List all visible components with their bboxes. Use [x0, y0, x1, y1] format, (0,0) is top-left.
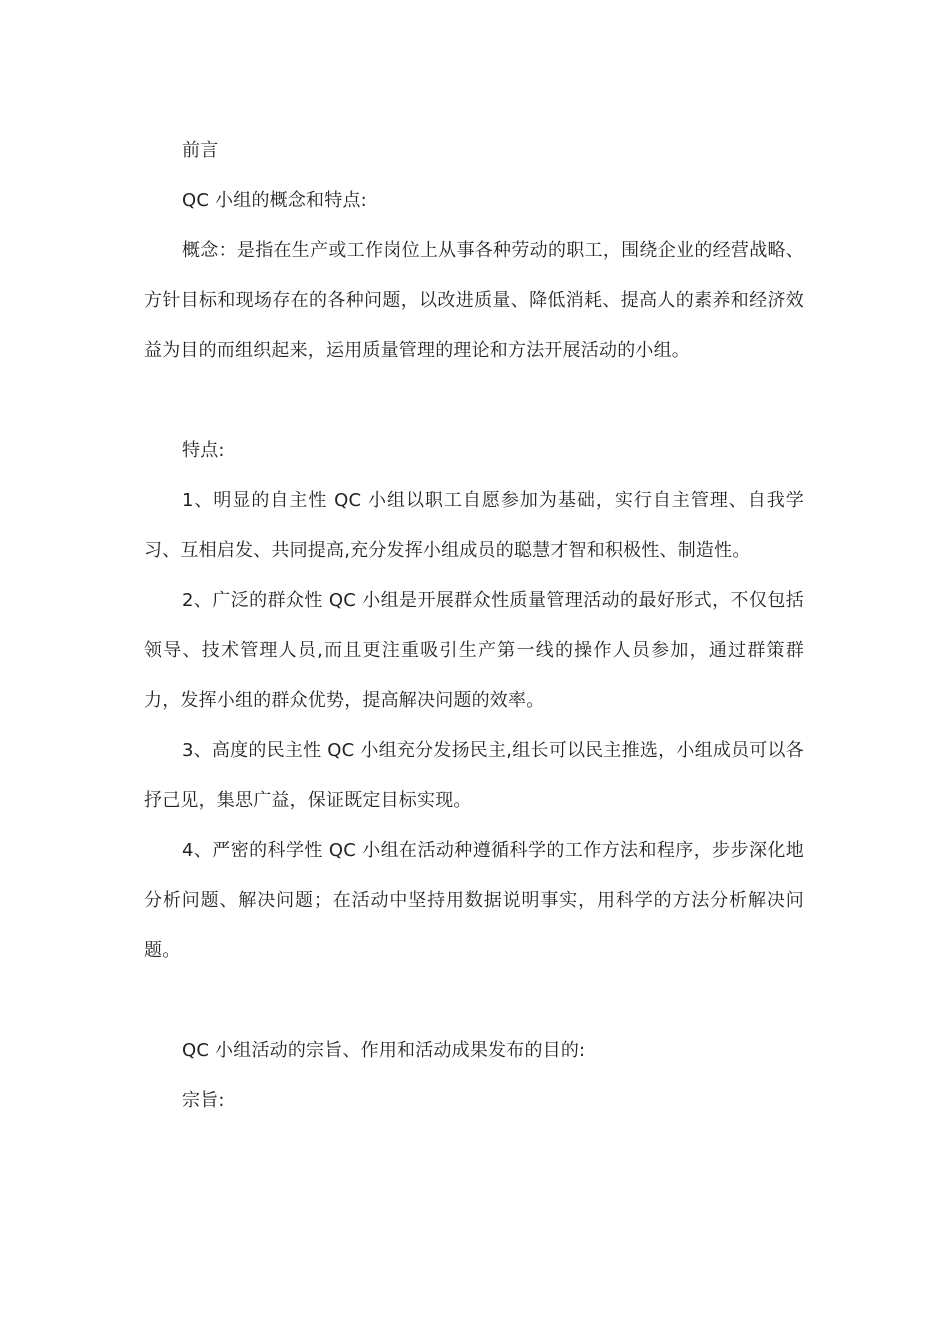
paragraph-feature-3: 3、高度的民主性 QC 小组充分发扬民主,组长可以民主推选，小组成员可以各抒己见，集思广益，保证既定目标实现。	[144, 740, 804, 811]
paragraph-feature-4: 4、严密的科学性 QC 小组在活动种遵循科学的工作方法和程序，步步深化地分析问题、解决问题；在活动中坚持用数据说明事实，用科学的方法分析解决问题。	[144, 840, 804, 961]
heading-concept-and-features: QC 小组的概念和特点:	[182, 190, 367, 211]
heading-purpose: QC 小组活动的宗旨、作用和活动成果发布的目的:	[182, 1040, 586, 1061]
document-body	[144, 126, 804, 1126]
paragraph-feature-1: 1、明显的自主性 QC 小组以职工自愿参加为基础，实行自主管理、自我学习、互相启发、共同提高,充分发挥小组成员的聪慧才智和积极性、制造性。	[144, 490, 804, 561]
heading-features: 特点:	[182, 440, 225, 461]
heading-tenet: 宗旨:	[182, 1090, 225, 1111]
paragraph-feature-2: 2、广泛的群众性 QC 小组是开展群众性质量管理活动的最好形式，不仅包括领导、技术管理人员,而且更注重吸引生产第一线的操作人员参加，通过群策群力，发挥小组的群众优势，提高解决问题的效率。	[144, 590, 804, 711]
paragraph-concept: 概念：是指在生产或工作岗位上从事各种劳动的职工，围绕企业的经营战略、方针目标和现场存在的各种问题，以改进质量、降低消耗、提高人的素养和经济效益为目的而组织起来，运用质量管理的理论和方法开展活动的小组。	[144, 240, 804, 361]
heading-preface: 前言	[182, 140, 219, 161]
